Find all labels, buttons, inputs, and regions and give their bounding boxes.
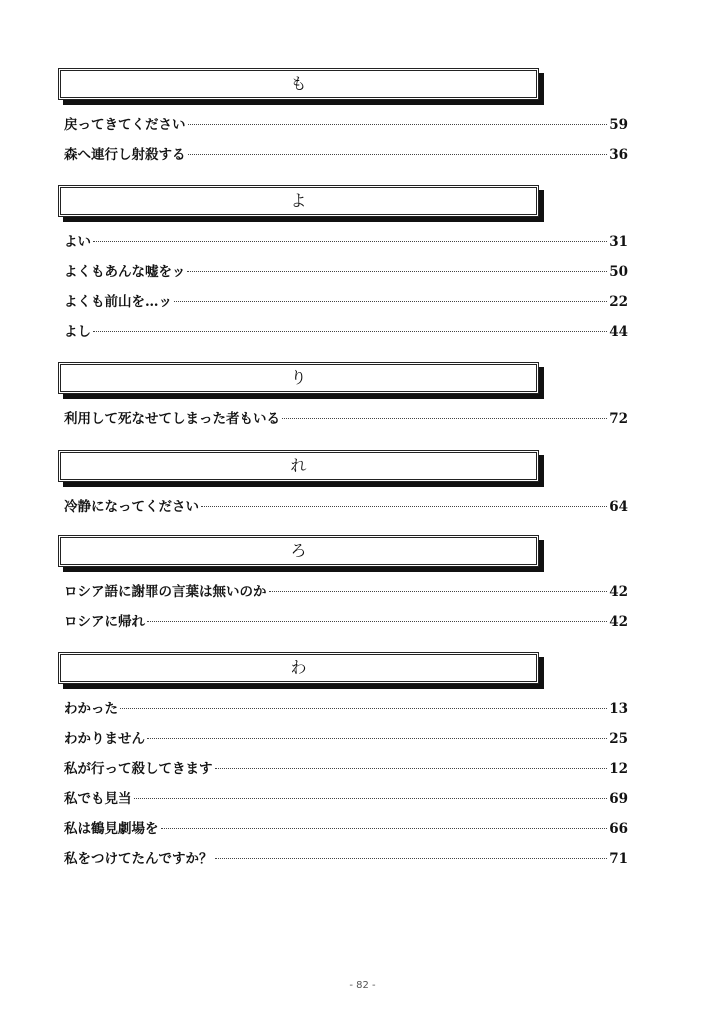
dot-leader	[215, 768, 608, 769]
entry-text: ロシア語に謝罪の言葉は無いのか	[64, 584, 267, 600]
index-section	[58, 535, 628, 637]
entry-text: 私でも見当	[64, 791, 132, 807]
index-entry	[58, 724, 628, 754]
index-section	[58, 450, 628, 522]
index-section	[58, 652, 628, 874]
entry-text: 戻ってきてください	[64, 117, 186, 133]
entry-page: 22	[609, 294, 628, 310]
index-entry	[58, 110, 628, 140]
dot-leader	[282, 418, 607, 419]
entry-page: 44	[609, 324, 628, 340]
index-entry	[58, 814, 628, 844]
entry-text: よし	[64, 324, 91, 340]
dot-leader	[93, 241, 607, 242]
entry-page: 71	[609, 851, 628, 867]
entry-page: 25	[609, 731, 628, 747]
entry-page: 50	[609, 264, 628, 280]
dot-leader	[188, 154, 608, 155]
index-entry	[58, 257, 628, 287]
index-entry	[58, 492, 628, 522]
index-entry	[58, 140, 628, 170]
entry-text: 冷静になってください	[64, 499, 199, 515]
entry-page: 72	[609, 411, 628, 427]
entry-text: 私が行って殺してきます	[64, 761, 213, 777]
entry-page: 12	[609, 761, 628, 777]
dot-leader	[174, 301, 607, 302]
entry-page: 59	[609, 117, 628, 133]
section-heading: よ	[58, 185, 539, 217]
entry-text: ロシアに帰れ	[64, 614, 145, 630]
index-entry	[58, 694, 628, 724]
dot-leader	[147, 738, 607, 739]
entry-text: わかった	[64, 701, 118, 717]
entry-text: 森へ連行し射殺する	[64, 147, 186, 163]
dot-leader	[134, 798, 608, 799]
entry-page: 66	[609, 821, 628, 837]
index-entry	[58, 754, 628, 784]
dot-leader	[215, 858, 608, 859]
section-heading: れ	[58, 450, 539, 482]
dot-leader	[269, 591, 608, 592]
index-entry	[58, 227, 628, 257]
index-entry	[58, 577, 628, 607]
entry-text: 利用して死なせてしまった者もいる	[64, 411, 280, 427]
entry-page: 36	[609, 147, 628, 163]
entry-page: 64	[609, 499, 628, 515]
entry-text: わかりません	[64, 731, 145, 747]
index-section	[58, 68, 628, 170]
index-entry	[58, 844, 628, 874]
index-entry	[58, 607, 628, 637]
entry-text: 私をつけてたんですか？	[64, 851, 213, 867]
index-entry	[58, 784, 628, 814]
index-entry	[58, 317, 628, 347]
entry-page: 69	[609, 791, 628, 807]
entry-page: 42	[609, 584, 628, 600]
index-entry	[58, 404, 628, 434]
section-heading: わ	[58, 652, 539, 684]
page-number: - 82 -	[349, 980, 376, 991]
section-heading: り	[58, 362, 539, 394]
dot-leader	[188, 124, 608, 125]
section-heading: ろ	[58, 535, 539, 567]
entry-page: 31	[609, 234, 628, 250]
entry-text: 私は鶴見劇場を	[64, 821, 159, 837]
index-section	[58, 185, 628, 347]
dot-leader	[93, 331, 607, 332]
dot-leader	[120, 708, 607, 709]
section-heading: も	[58, 68, 539, 100]
entry-page: 13	[609, 701, 628, 717]
entry-page: 42	[609, 614, 628, 630]
dot-leader	[201, 506, 607, 507]
entry-text: よい	[64, 234, 91, 250]
dot-leader	[161, 828, 608, 829]
dot-leader	[187, 271, 607, 272]
entry-text: よくも前山を…ッ	[64, 294, 172, 310]
index-section	[58, 362, 628, 434]
index-entry	[58, 287, 628, 317]
dot-leader	[147, 621, 607, 622]
entry-text: よくもあんな嘘をッ	[64, 264, 186, 280]
